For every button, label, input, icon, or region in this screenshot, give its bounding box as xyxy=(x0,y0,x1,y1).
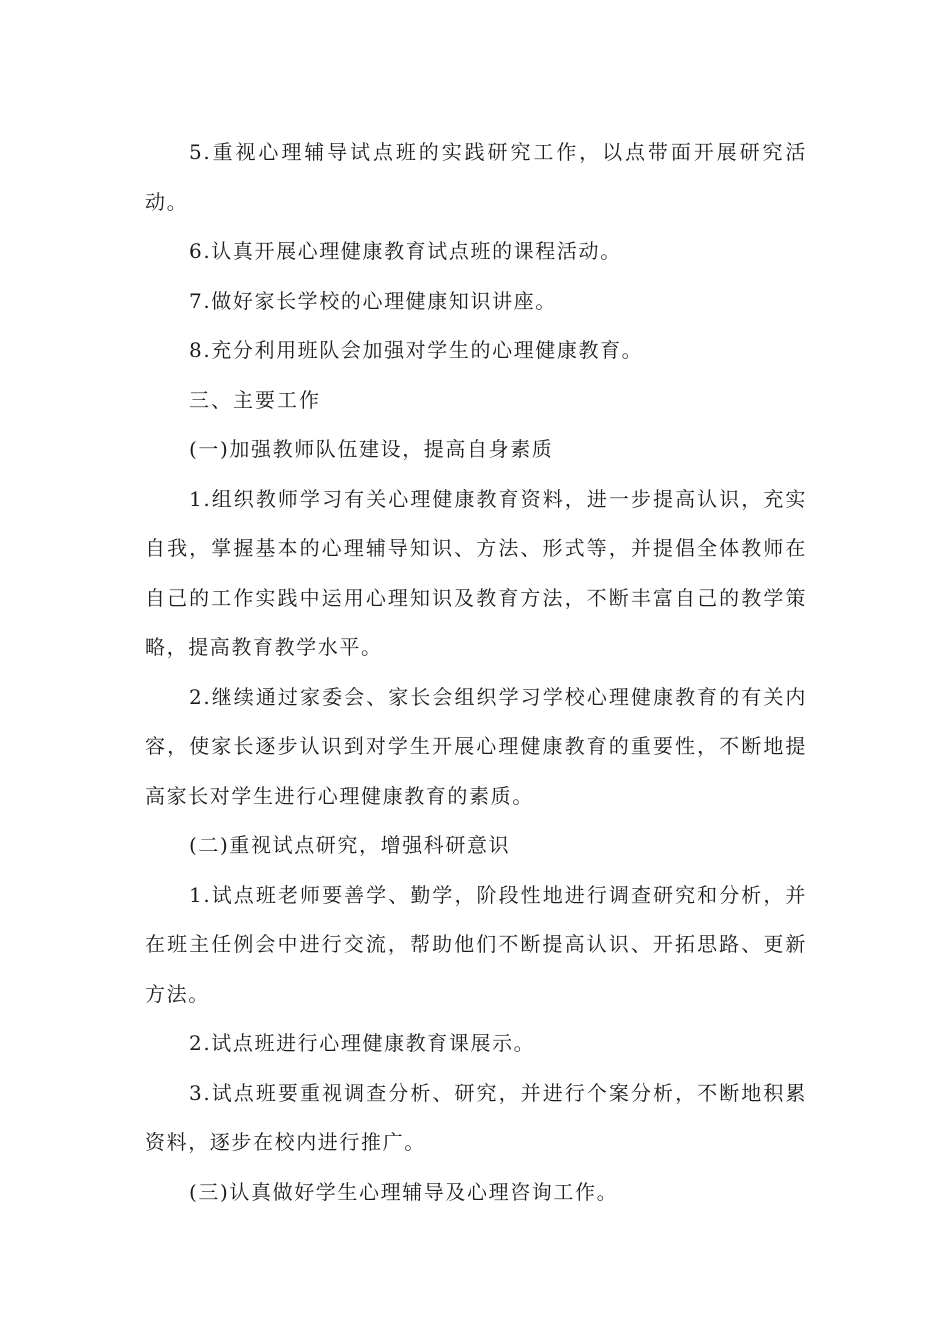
paragraph-teacher-study: 1.组织教师学习有关心理健康教育资料，进一步提高认识，充实自我，掌握基本的心理辅导知识、方法、形式等，并提倡全体教师在自己的工作实践中运用心理知识及教育方法，不断丰富自己的教学策略，提高教育教学水平。 xyxy=(145,486,807,659)
paragraph-item-8: 8.充分利用班队会加强对学生的心理健康教育。 xyxy=(189,338,644,362)
paragraph-pilot-teacher: 1.试点班老师要善学、勤学，阶段性地进行调查研究和分析，并在班主任例会中进行交流，帮助他们不断提高认识、开拓思路、更新方法。 xyxy=(145,882,807,1006)
paragraph-item-6: 6.认真开展心理健康教育试点班的课程活动。 xyxy=(189,239,622,263)
subsection-heading-pilot-research: (二)重视试点研究，增强科研意识 xyxy=(189,833,511,857)
document-page xyxy=(145,128,807,1217)
paragraph-pilot-class-demo: 2.试点班进行心理健康教育课展示。 xyxy=(189,1031,536,1055)
paragraph-parent-committee: 2.继续通过家委会、家长会组织学习学校心理健康教育的有关内容，使家长逐步认识到对学生开展心理健康教育的重要性，不断地提高家长对学生进行心理健康教育的素质。 xyxy=(145,684,807,808)
paragraph-item-5: 5.重视心理辅导试点班的实践研究工作，以点带面开展研究活动。 xyxy=(145,140,807,214)
subsection-heading-teacher-team: (一)加强教师队伍建设，提高自身素质 xyxy=(189,437,554,461)
subsection-heading-counseling: (三)认真做好学生心理辅导及心理咨询工作。 xyxy=(189,1179,619,1204)
paragraph-case-analysis: 3.试点班要重视调查分析、研究，并进行个案分析，不断地积累资料，逐步在校内进行推广。 xyxy=(145,1080,807,1154)
paragraph-item-7: 7.做好家长学校的心理健康知识讲座。 xyxy=(189,288,557,313)
section-heading-main-work: 三、主要工作 xyxy=(189,387,321,412)
